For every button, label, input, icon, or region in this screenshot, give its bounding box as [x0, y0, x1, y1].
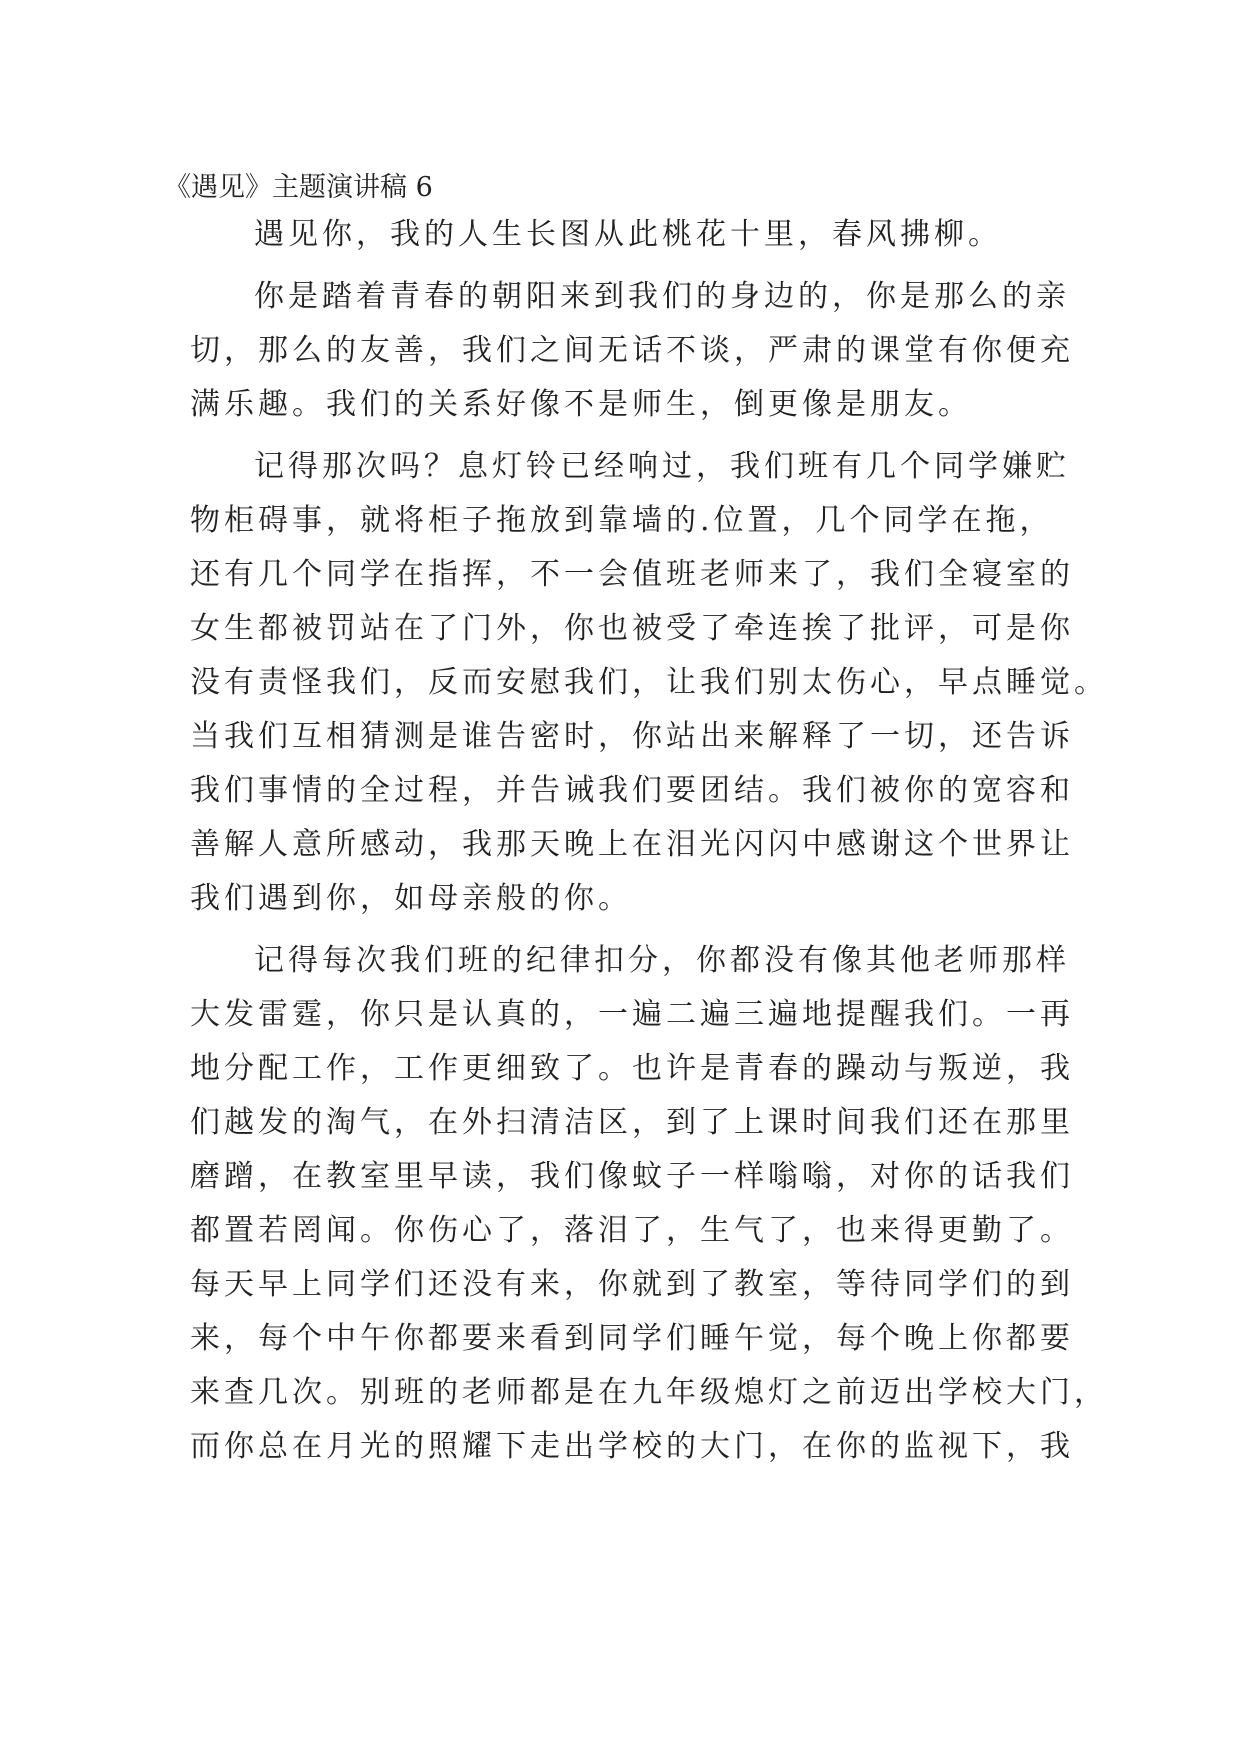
text-line: 女生都被罚站在了门外，你也被受了牵连挨了批评，可是你 [190, 611, 1074, 646]
text-line: 我们遇到你，如母亲般的你。 [190, 881, 632, 916]
text-line: 物柜碍事，就将柜子拖放到靠墙的.位置，几个同学在拖， [190, 503, 1054, 538]
text-line: 没有责怪我们，反而安慰我们，让我们别太伤心，早点睡觉。 [190, 665, 1108, 700]
text-line: 地分配工作，工作更细致了。也许是青春的躁动与叛逆，我 [190, 1051, 1074, 1086]
document-title: 《遇见》主题演讲稿 6 [164, 172, 433, 203]
text-line: 满乐趣。我们的关系好像不是师生，倒更像是朋友。 [190, 387, 972, 422]
text-line: 每天早上同学们还没有来，你就到了教室，等待同学们的到 [190, 1267, 1074, 1302]
text-line: 遇见你，我的人生长图从此桃花十里，春风拂柳。 [254, 217, 1002, 252]
text-line: 切，那么的友善，我们之间无话不谈，严肃的课堂有你便充 [190, 333, 1074, 368]
text-line: 们越发的淘气，在外扫清洁区，到了上课时间我们还在那里 [190, 1105, 1074, 1140]
text-line: 我们事情的全过程，并告诫我们要团结。我们被你的宽容和 [190, 773, 1074, 808]
document-body [190, 208, 1108, 1474]
text-line: 当我们互相猜测是谁告密时，你站出来解释了一切，还告诉 [190, 719, 1074, 754]
text-line: 你是踏着青春的朝阳来到我们的身边的，你是那么的亲 [254, 279, 1070, 314]
text-line: 都置若罔闻。你伤心了，落泪了，生气了，也来得更勤了。 [190, 1213, 1074, 1248]
text-line: 记得那次吗？息灯铃已经响过，我们班有几个同学嫌贮 [254, 449, 1070, 484]
text-line: 还有几个同学在指挥，不一会值班老师来了，我们全寝室的 [190, 557, 1074, 592]
text-line: 记得每次我们班的纪律扣分，你都没有像其他老师那样 [254, 943, 1070, 978]
text-line: 大发雷霆，你只是认真的，一遍二遍三遍地提醒我们。一再 [190, 997, 1074, 1032]
text-line: 来查几次。别班的老师都是在九年级熄灯之前迈出学校大门， [190, 1375, 1108, 1410]
text-line: 而你总在月光的照耀下走出学校的大门，在你的监视下，我 [190, 1429, 1074, 1464]
text-line: 来，每个中午你都要来看到同学们睡午觉，每个晚上你都要 [190, 1321, 1074, 1356]
text-line: 磨蹭，在教室里早读，我们像蚊子一样嗡嗡，对你的话我们 [190, 1159, 1074, 1194]
text-line: 善解人意所感动，我那天晚上在泪光闪闪中感谢这个世界让 [190, 827, 1074, 862]
